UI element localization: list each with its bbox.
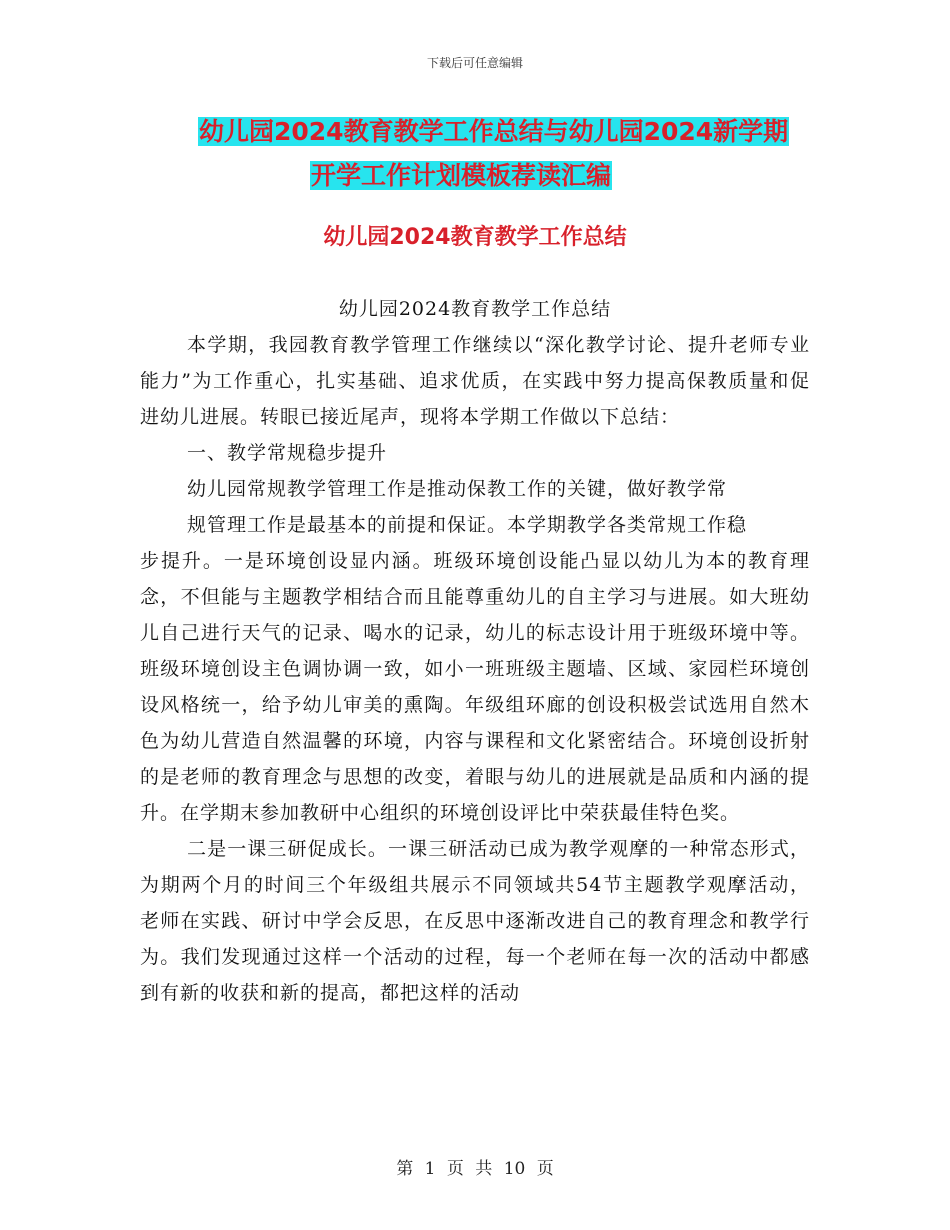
paragraph-routine-line-1: 幼儿园常规教学管理工作是推动保教工作的关键，做好教学常: [187, 478, 728, 500]
document-body: [140, 291, 810, 1011]
paragraph-routine-line-2: 规管理工作是最基本的前提和保证。本学期教学各类常规工作稳: [187, 514, 748, 536]
title-line-2: [170, 154, 810, 198]
paragraph-environment: 步提升。一是环境创设显内涵。班级环境创设能凸显以幼儿为本的教育理念，不但能与主题教学相结合而且能尊重幼儿的自主学习与进展。如大班幼儿自己进行天气的记录、喝水的记录，幼儿的标志设计用于班级环境中等。班级环境创设主色调协调一致，如小一班班级主题墙、区域、家园栏环境创设风格统一，给予幼儿审美的熏陶。年级组环廊的创设积极尝试选用自然木色为幼儿营造自然温馨的环境，内容与课程和文化紧密结合。环境创设折射的是老师的教育理念与思想的改变，着眼与幼儿的进展就是品质和内涵的提升。在学期末参加教研中心组织的环境创设评比中荣获最佳特色奖。: [140, 550, 810, 824]
heading-teaching-routine: 一、教学常规稳步提升: [187, 442, 388, 464]
body-subtitle: 幼儿园2024教育教学工作总结: [338, 298, 612, 320]
header-note: 下载后可任意编辑: [426, 56, 523, 70]
document-title: [170, 110, 810, 198]
page-number: 第 1 页 共 10 页: [396, 1159, 554, 1179]
title-line-1-text: 幼儿园2024教育教学工作总结与幼儿园2024新学期: [199, 117, 789, 146]
title-line-1: [170, 110, 810, 154]
section-heading: 幼儿园2024教育教学工作总结: [323, 225, 627, 250]
title-line-2-text: 开学工作计划模板荐读汇编: [311, 161, 612, 190]
paragraph-intro: 本学期，我园教育教学管理工作继续以“深化教学讨论、提升老师专业能力”为工作重心，扎实基础、追求优质，在实践中努力提高保教质量和促进幼儿进展。转眼已接近尾声，现将本学期工作做以下总结：: [140, 334, 810, 428]
paragraph-one-lesson-three-research: 二是一课三研促成长。一课三研活动已成为教学观摩的一种常态形式，为期两个月的时间三个年级组共展示不同领域共54节主题教学观摩活动， 老师在实践、研讨中学会反思，在反思中逐渐改进自己的教育理念和教学行为。我们发现通过这样一个活动的过程，每一个老师在每一次的活动中都感到有新的收获和新的提高，都把这样的活动: [140, 838, 810, 1004]
